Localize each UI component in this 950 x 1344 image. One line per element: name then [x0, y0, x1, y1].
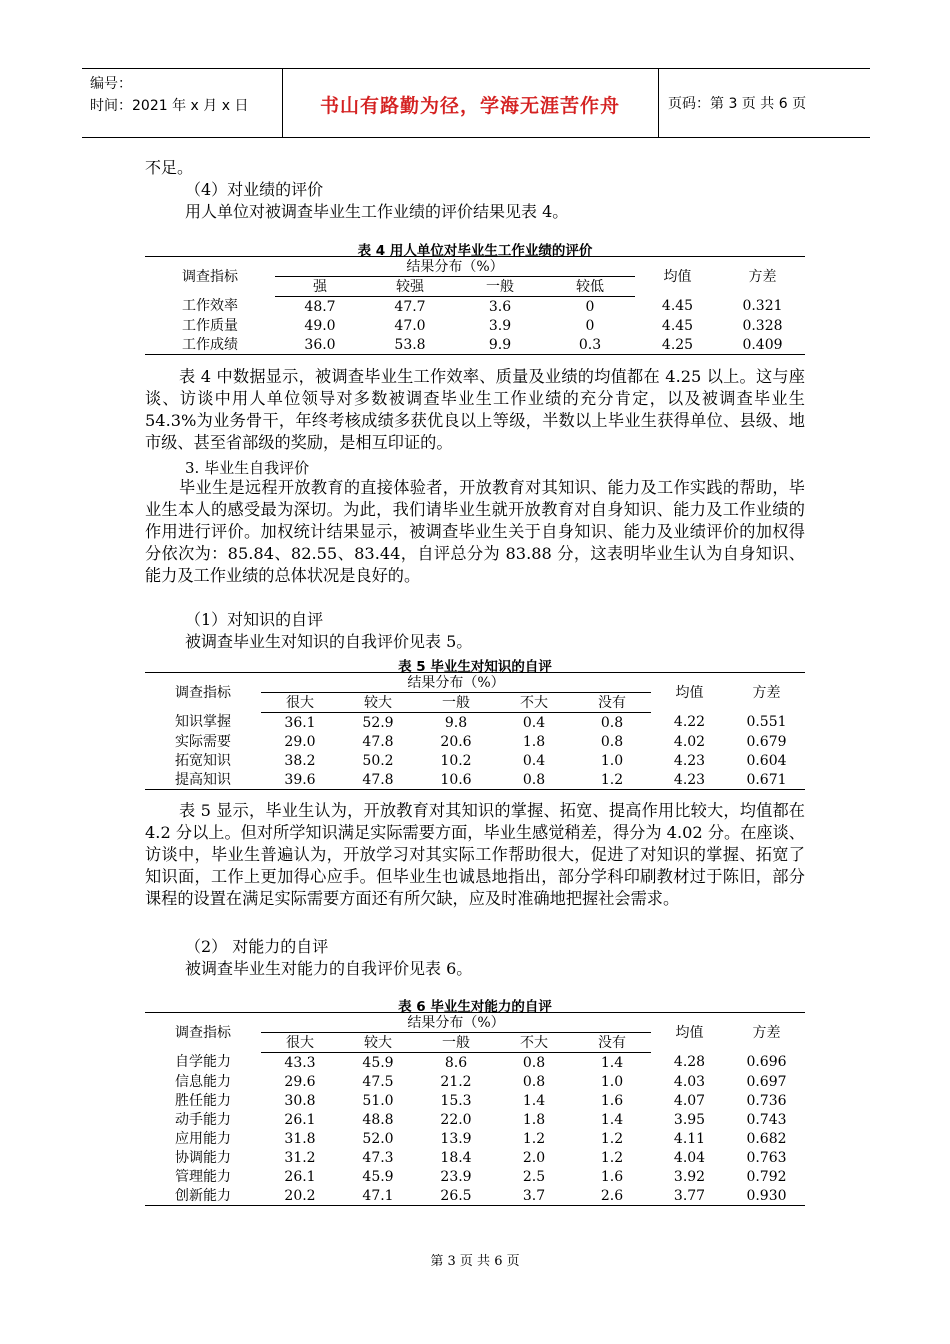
table-cell: 4.25 [635, 335, 720, 355]
table-column-header: 不大 [495, 693, 573, 713]
table-cell: 47.0 [394, 317, 426, 334]
paragraph-text: 表 5 显示，毕业生认为，开放教育对其知识的掌握、拓宽、提高作用比较大，均值都在 4.2 分以上。但对所学知识满足实际需要方面，毕业生感觉稍差，得分为 4.02 分。在座谈、访谈中，毕业生普遍认为，开放学习对其实际工作帮助很大，促进了对知识的掌握、拓宽了知识面，工作上更加得心应手。但毕业生也诚恳地指出，部分学科印刷教材过于陈旧，部分课程的设置在满足实际需要方面还有所欠缺，应及时准确地把握社会需求。 [145, 801, 805, 908]
table-cell: 0.743 [746, 1111, 787, 1128]
table-cell: 21.2 [440, 1073, 472, 1090]
paragraph [145, 800, 805, 910]
table-cell: 2.6 [573, 1186, 651, 1206]
table-cell: 47.8 [362, 733, 394, 750]
row-label: 知识掌握 [175, 714, 231, 731]
table-column-header: 较低 [545, 277, 635, 297]
table-cell: 0.4 [522, 714, 546, 731]
table-cell: 4.28 [673, 1054, 706, 1071]
table-cell: 0.8 [495, 770, 573, 790]
paragraph: 用人单位对被调查毕业生工作业绩的评价结果见表 4。 [185, 202, 569, 221]
table-cell: 26.1 [284, 1111, 316, 1128]
table-row [145, 297, 805, 317]
table-cell: 8.6 [444, 1054, 468, 1071]
table-header: 调查指标 [145, 257, 275, 297]
table-cell: 10.6 [417, 770, 495, 790]
table-header: 均值 [651, 673, 728, 713]
paragraph-text: 表 4 中数据显示，被调查毕业生工作效率、质量及业绩的均值都在 4.25 以上。这与座谈、访谈中用人单位领导对多数被调查毕业生工作业绩的充分肯定，以及被调查毕业生 54.3%为业务骨干，年终考核成绩多获优良以上等级，半数以上毕业生获得单位、县级、地市级、甚至省部级的奖励，是相互印证的。 [145, 367, 805, 452]
table-cell: 36.1 [284, 714, 316, 731]
table-row [145, 1167, 805, 1186]
table-cell: 0.604 [746, 752, 787, 769]
table-column-header: 一般 [417, 693, 495, 713]
table-header: 方差 [728, 673, 805, 713]
table-row [145, 1148, 805, 1167]
table-cell: 47.1 [339, 1186, 417, 1206]
row-label: 协调能力 [175, 1149, 231, 1166]
table-header: 均值 [651, 1013, 728, 1053]
table-cell: 48.8 [362, 1111, 394, 1128]
table-cell: 0.930 [728, 1186, 805, 1206]
table-4 [145, 256, 805, 355]
header-meta [90, 73, 248, 117]
table-column-header: 很大 [261, 693, 339, 713]
table-cell: 4.45 [661, 298, 694, 315]
table-cell: 0.551 [746, 714, 787, 731]
table-cell: 4.11 [673, 1130, 706, 1147]
table-cell: 0.682 [746, 1130, 787, 1147]
table-row [145, 335, 805, 355]
table-column-header: 没有 [573, 693, 651, 713]
table-row [145, 732, 805, 751]
table-header: 调查指标 [145, 1013, 261, 1053]
table-column-header: 强 [275, 277, 365, 297]
table-cell: 0.328 [742, 317, 783, 334]
header-motto: 书山有路勤为径，学海无涯苦作舟 [319, 95, 620, 117]
document-date: 时间：2021 年 x 月 x 日 [90, 98, 249, 114]
table-cell: 51.0 [362, 1092, 394, 1109]
table-cell: 4.02 [673, 733, 706, 750]
paragraph: 不足。 [145, 158, 194, 177]
table-cell: 3.9 [488, 317, 512, 334]
row-label: 信息能力 [175, 1073, 231, 1090]
table-cell: 10.2 [440, 752, 472, 769]
table-cell: 1.4 [522, 1092, 546, 1109]
table-cell: 47.8 [339, 770, 417, 790]
table-cell: 0.679 [746, 733, 787, 750]
table-cell: 3.92 [673, 1168, 706, 1185]
row-label: 自学能力 [175, 1054, 231, 1071]
table-cell: 0.8 [600, 733, 624, 750]
row-label: 工作效率 [182, 298, 238, 315]
table-cell: 30.8 [284, 1092, 316, 1109]
row-label: 创新能力 [145, 1186, 261, 1206]
table-cell: 1.6 [600, 1092, 624, 1109]
row-label: 提高知识 [145, 770, 261, 790]
page-header [82, 68, 870, 138]
table-row [145, 1091, 805, 1110]
table-cell: 31.8 [284, 1130, 316, 1147]
table-cell: 36.0 [275, 335, 365, 355]
table-cell: 22.0 [440, 1111, 472, 1128]
table-cell: 26.5 [417, 1186, 495, 1206]
table-cell: 0.671 [728, 770, 805, 790]
table-5 [145, 672, 805, 790]
table-cell: 0.792 [746, 1168, 787, 1185]
table-cell: 31.2 [284, 1149, 316, 1166]
table-caption: 表 5 毕业生对知识的自评 [398, 659, 552, 675]
row-label: 胜任能力 [175, 1092, 231, 1109]
table-caption: 表 6 毕业生对能力的自评 [398, 999, 552, 1015]
table-cell: 29.0 [284, 733, 316, 750]
table-cell: 4.23 [651, 770, 728, 790]
header-page-number: 页码：第 3 页 共 6 页 [668, 96, 807, 112]
table-row [145, 751, 805, 770]
page-footer: 第 3 页 共 6 页 [430, 1254, 520, 1269]
table-cell: 0 [585, 317, 595, 334]
table-cell: 2.5 [522, 1168, 546, 1185]
table-cell: 48.7 [304, 298, 336, 315]
row-label: 工作成绩 [145, 335, 275, 355]
table-cell: 4.03 [673, 1073, 706, 1090]
table-column-header: 一般 [417, 1033, 495, 1053]
row-label: 拓宽知识 [175, 752, 231, 769]
paragraph: 被调查毕业生对知识的自我评价见表 5。 [185, 632, 473, 651]
table-cell: 9.8 [444, 714, 468, 731]
table-cell: 23.9 [440, 1168, 472, 1185]
table-cell: 4.22 [673, 714, 706, 731]
table-cell: 9.9 [455, 335, 545, 355]
table-cell: 0 [585, 298, 595, 315]
section-heading: （4）对业绩的评价 [185, 180, 324, 199]
row-label: 管理能力 [175, 1168, 231, 1185]
table-cell: 4.45 [661, 317, 694, 334]
table-cell: 3.77 [651, 1186, 728, 1206]
row-label: 动手能力 [175, 1111, 231, 1128]
table-cell: 3.6 [488, 298, 512, 315]
table-6 [145, 1012, 805, 1206]
table-row [145, 1129, 805, 1148]
table-cell: 39.6 [261, 770, 339, 790]
table-cell: 1.8 [522, 733, 546, 750]
table-cell: 20.6 [440, 733, 472, 750]
table-column-header: 不大 [495, 1033, 573, 1053]
table-cell: 1.2 [573, 770, 651, 790]
table-header: 结果分布（%） [261, 1013, 651, 1033]
table-cell: 47.3 [362, 1149, 394, 1166]
table-cell: 1.6 [600, 1168, 624, 1185]
header-divider [658, 69, 659, 137]
table-cell: 0.697 [746, 1073, 787, 1090]
table-header: 方差 [728, 1013, 805, 1053]
paragraph: 被调查毕业生对能力的自我评价见表 6。 [185, 959, 473, 978]
row-label: 工作质量 [182, 317, 238, 334]
table-cell: 43.3 [284, 1054, 316, 1071]
table-column-header: 较大 [339, 693, 417, 713]
table-column-header: 较大 [339, 1033, 417, 1053]
table-cell: 1.2 [600, 1149, 624, 1166]
table-cell: 0.409 [720, 335, 805, 355]
table-cell: 52.9 [362, 714, 394, 731]
table-cell: 4.23 [673, 752, 706, 769]
table-header: 方差 [720, 257, 805, 297]
table-cell: 45.9 [362, 1054, 394, 1071]
table-header: 均值 [635, 257, 720, 297]
table-row [145, 1110, 805, 1129]
table-cell: 26.1 [284, 1168, 316, 1185]
table-cell: 49.0 [304, 317, 336, 334]
table-cell: 2.0 [522, 1149, 546, 1166]
table-cell: 18.4 [440, 1149, 472, 1166]
table-cell: 20.2 [261, 1186, 339, 1206]
table-row [145, 770, 805, 790]
table-cell: 0.696 [746, 1054, 787, 1071]
table-cell: 47.5 [362, 1073, 394, 1090]
table-cell: 45.9 [362, 1168, 394, 1185]
table-column-header: 很大 [261, 1033, 339, 1053]
paragraph [145, 366, 805, 454]
table-cell: 29.6 [284, 1073, 316, 1090]
table-cell: 4.07 [673, 1092, 706, 1109]
table-row [145, 1186, 805, 1206]
table-cell: 3.95 [673, 1111, 706, 1128]
row-label: 实际需要 [175, 733, 231, 750]
table-row [145, 316, 805, 335]
table-cell: 1.0 [600, 752, 624, 769]
table-cell: 1.2 [522, 1130, 546, 1147]
table-cell: 47.7 [394, 298, 426, 315]
table-cell: 0.4 [522, 752, 546, 769]
table-cell: 0.8 [522, 1054, 546, 1071]
table-cell: 13.9 [440, 1130, 472, 1147]
document-number: 编号： [90, 76, 132, 92]
section-heading: （2） 对能力的自评 [185, 937, 329, 956]
table-row [145, 1053, 805, 1073]
table-cell: 0.736 [746, 1092, 787, 1109]
table-cell: 0.8 [600, 714, 624, 731]
paragraph [145, 477, 805, 587]
table-cell: 4.04 [673, 1149, 706, 1166]
table-column-header: 较强 [365, 277, 455, 297]
table-row [145, 1072, 805, 1091]
table-cell: 1.2 [600, 1130, 624, 1147]
table-cell: 0.3 [545, 335, 635, 355]
table-column-header: 没有 [573, 1033, 651, 1053]
table-cell: 1.4 [600, 1111, 624, 1128]
table-caption: 表 4 用人单位对毕业生工作业绩的评价 [357, 243, 593, 259]
table-cell: 50.2 [362, 752, 394, 769]
table-cell: 0.763 [746, 1149, 787, 1166]
table-cell: 0.321 [742, 298, 783, 315]
row-label: 应用能力 [175, 1130, 231, 1147]
table-cell: 0.8 [522, 1073, 546, 1090]
table-header: 结果分布（%） [261, 673, 651, 693]
table-header: 结果分布（%） [275, 257, 635, 277]
table-cell: 53.8 [365, 335, 455, 355]
table-column-header: 一般 [455, 277, 545, 297]
table-cell: 1.4 [600, 1054, 624, 1071]
table-header: 调查指标 [145, 673, 261, 713]
section-heading: （1）对知识的自评 [185, 610, 324, 629]
table-cell: 38.2 [284, 752, 316, 769]
paragraph-text: 毕业生是远程开放教育的直接体验者，开放教育对其知识、能力及工作实践的帮助，毕业生本人的感受最为深切。为此，我们请毕业生就开放教育对自身知识、能力及工作业绩的作用进行评价。加权统计结果显示，被调查毕业生关于自身知识、能力及业绩评价的加权得分依次为：85.84、82.55、83.44，自评总分为 83.88 分，这表明毕业生认为自身知识、能力及工作业绩的总体状况是良好的。 [145, 478, 805, 585]
section-heading: 3. 毕业生自我评价 [185, 459, 310, 477]
table-cell: 15.3 [440, 1092, 472, 1109]
table-cell: 1.0 [600, 1073, 624, 1090]
table-cell: 1.8 [522, 1111, 546, 1128]
table-cell: 52.0 [362, 1130, 394, 1147]
table-row [145, 713, 805, 733]
table-cell: 3.7 [495, 1186, 573, 1206]
